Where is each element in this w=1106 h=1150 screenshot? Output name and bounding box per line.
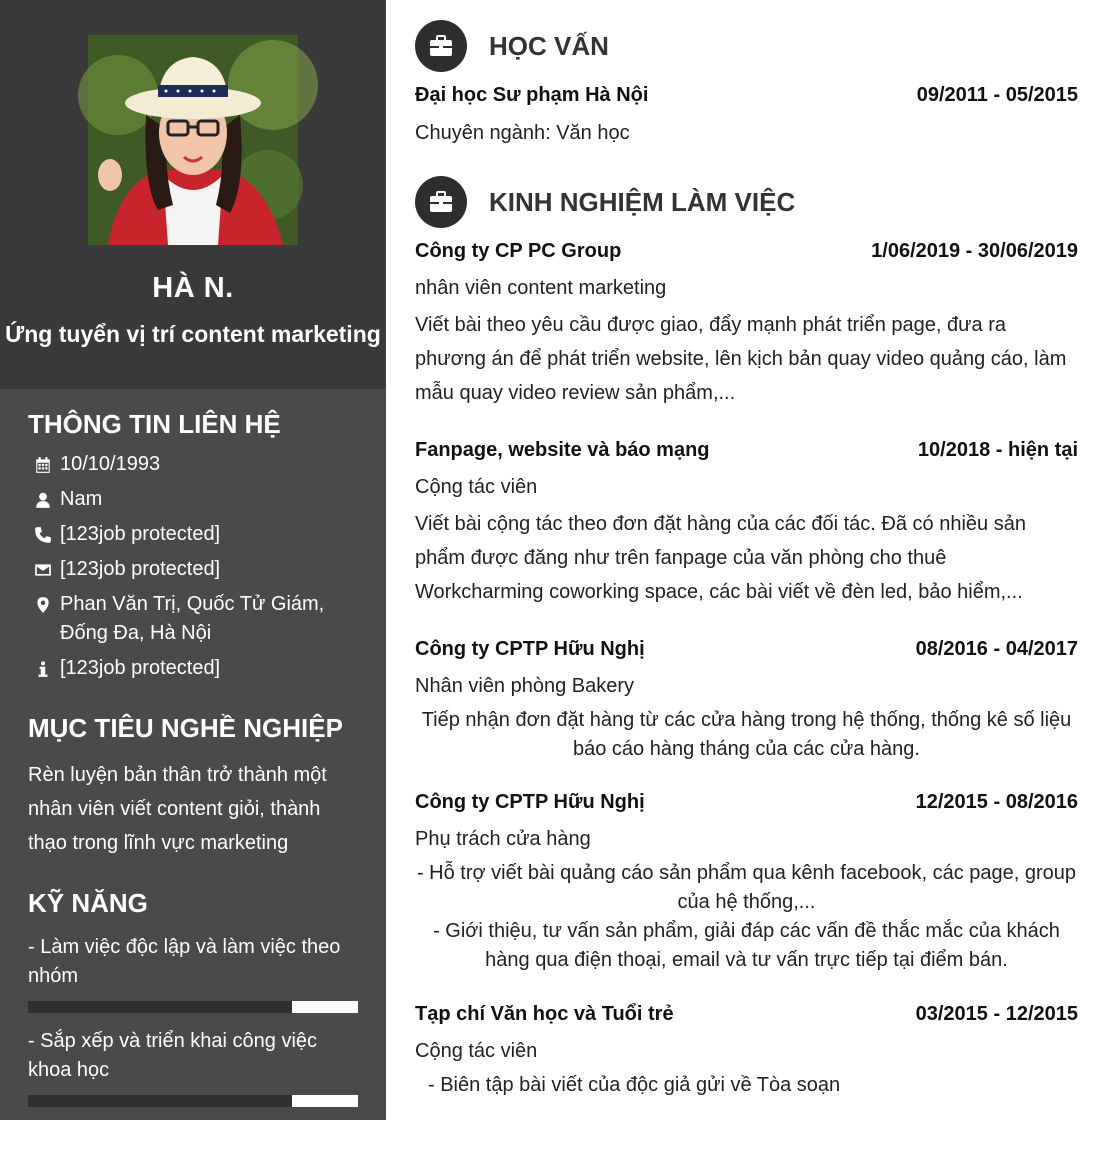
experience-entry [415,439,1078,609]
entry-org: Fanpage, website và báo mạng [415,439,710,461]
education-title: HỌC VẤN [489,30,609,61]
entry-org: Công ty CPTP Hữu Nghị [415,791,645,813]
briefcase-icon [415,20,467,72]
user-icon [28,485,60,514]
contact-gender-text: Nam [60,488,103,510]
skill-bar-remaining [292,1095,358,1107]
entry-header [415,638,1078,661]
entry-description: - Biên tập bài viết của độc giả gửi về Tòa soạn [428,1074,841,1096]
education-entry [415,84,1078,145]
skill-bar [28,1001,358,1013]
skill-item [28,1027,358,1107]
education-section [415,20,1078,145]
entry-period: 09/2011 - 05/2015 [916,84,1078,106]
main-content [386,0,1106,1120]
calendar-icon [28,450,60,479]
skill-item [28,933,358,1013]
experience-entry [415,240,1078,410]
entry-description: Tiếp nhận đơn đặt hàng từ các cửa hàng trong hệ thống, thống kê số liệu báo cáo hàng tháng của các cửa hàng. [421,709,1072,760]
briefcase-icon [415,176,467,228]
contact-section [0,409,386,1150]
experience-section [415,176,1078,1100]
skill-bar [28,1095,358,1107]
contact-email[interactable] [28,555,358,584]
contact-title: THÔNG TIN LIÊN HỆ [28,409,281,439]
envelope-icon [28,555,60,584]
entry-subtitle: Chuyên ngành: Văn học [415,122,630,144]
entry-header [415,240,1078,263]
entry-subtitle: Cộng tác viên [415,1040,538,1062]
entry-org: Đại học Sư phạm Hà Nội [415,84,649,106]
contact-list [28,450,358,683]
skill-name: - Làm việc độc lập và làm việc theo nhóm [28,936,341,987]
experience-entry [415,638,1078,764]
entry-org: Tạp chí Văn học và Tuổi trẻ [415,1003,674,1025]
skill-name: - Sắp xếp và triển khai công việc khoa học [28,1030,318,1081]
skill-bar-filled [28,1095,292,1107]
contact-birthday [28,450,358,479]
experience-title: KINH NGHIỆM LÀM VIỆC [489,186,796,217]
phone-icon [28,520,60,549]
contact-info [28,654,358,683]
entry-org: Công ty CPTP Hữu Nghị [415,638,645,660]
skill-item [28,1121,358,1150]
entry-header [415,439,1078,462]
contact-phone[interactable] [28,520,358,549]
entry-org: Công ty CP PC Group [415,240,622,262]
experience-entry [415,1003,1078,1100]
entry-header [415,791,1078,814]
entry-description: Viết bài theo yêu cầu được giao, đẩy mạnh phát triển page, đưa ra phương án để phát triển website, lên kịch bản quay video quảng cáo, làm mẫu quay video review sản phẩm,... [415,314,1067,404]
entry-period: 12/2015 - 08/2016 [915,791,1078,813]
contact-birthday-text: 10/10/1993 [60,453,161,475]
skill-bar-remaining [292,1001,358,1013]
experience-header [415,176,1078,228]
skill-name: - Lắng nghe tiếp thu, học hỏi nhanh [28,1124,343,1146]
info-icon [28,654,60,683]
entry-subtitle: Nhân viên phòng Bakery [415,675,635,697]
entry-period: 1/06/2019 - 30/06/2019 [871,240,1078,262]
goal-title: MỤC TIÊU NGHỀ NGHIỆP [28,713,343,743]
contact-gender [28,485,358,514]
entry-description: - Hỗ trợ viết bài quảng cáo sản phẩm qua kênh facebook, các page, group của hệ thống,... [416,862,1077,913]
entry-period: 10/2018 - hiện tại [917,439,1078,461]
sidebar [0,0,386,1146]
entry-description: - Giới thiệu, tư vấn sản phẩm, giải đáp các vấn đề thắc mắc của khách hàng qua điện thoại, email và tư vấn trực tiếp tại điểm bán. [433,920,1060,971]
contact-address [28,590,358,648]
candidate-name: HÀ N. [152,272,234,304]
avatar-photo [88,35,298,245]
contact-address-text: Phan Văn Trị, Quốc Tử Giám, Đống Đa, Hà Nội [60,593,325,644]
skill-bar-filled [28,1001,292,1013]
candidate-role: Ứng tuyển vị trí content marketing [5,321,381,347]
avatar [88,35,298,245]
entry-subtitle: nhân viên content marketing [415,277,667,299]
entry-subtitle: Phụ trách cửa hàng [415,828,591,850]
goal-text: Rèn luyện bản thân trở thành một nhân viên viết content giỏi, thành thạo trong lĩnh vực marketing [28,764,327,854]
contact-phone-text[interactable]: [123job protected] [60,523,221,545]
profile-header [0,0,386,389]
entry-description: Viết bài cộng tác theo đơn đặt hàng của các đối tác. Đã có nhiều sản phẩm được đăng như trên fanpage của văn phòng cho thuê Workcharming coworking space, các bài viết về đèn led, bảo hiểm,... [415,513,1026,603]
entry-subtitle: Cộng tác viên [415,476,538,498]
education-header [415,20,1078,72]
contact-email-text[interactable]: [123job protected] [60,558,221,580]
experience-entry [415,791,1078,975]
map-marker-icon [28,590,60,619]
contact-info-text: [123job protected] [60,657,221,679]
entry-period: 08/2016 - 04/2017 [915,638,1078,660]
entry-header [415,1003,1078,1026]
entry-header [415,84,1078,107]
entry-period: 03/2015 - 12/2015 [915,1003,1078,1025]
skills-title: KỸ NĂNG [28,888,148,918]
